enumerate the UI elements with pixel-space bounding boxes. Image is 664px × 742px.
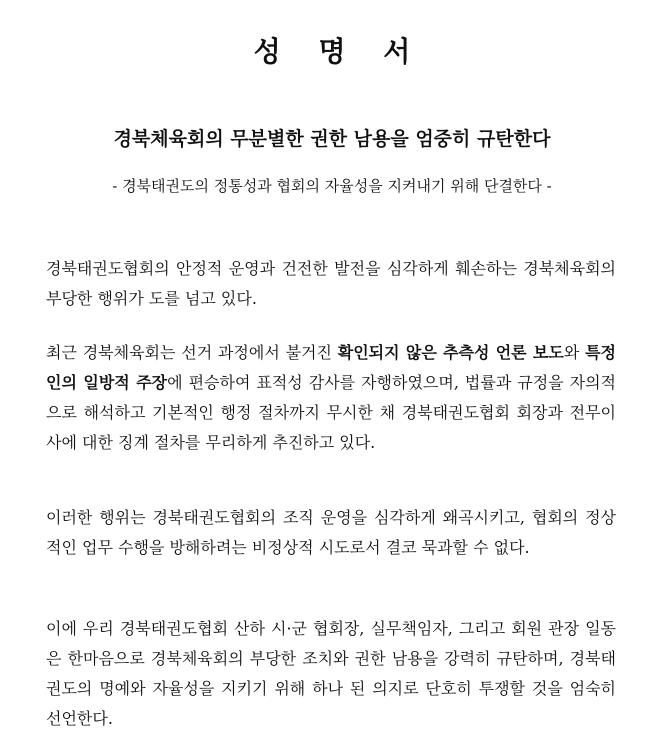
paragraph-4: 이에 우리 경북태권도협회 산하 시·군 협회장, 실무책임자, 그리고 회원 관장 일동은 한마음으로 경북체육회의 부당한 조치와 권한 남용을 강력히 규탄하며, 경북태권도의 명예와 자율성을 지키기 위해 하나 된 의지로 단호히 투쟁할 것을 엄숙히 선언한다. (46, 619, 616, 728)
document-subheadline: - 경북태권도의 정통성과 협회의 자율성을 지켜내기 위해 단결한다 - (112, 177, 552, 195)
paragraph-2-text-1: 최근 경북체육회는 선거 과정에서 불거진 (46, 343, 338, 362)
paragraph-1: 경북태권도협회의 안정적 운영과 건전한 발전을 심각하게 훼손하는 경북체육회의 부당한 행위가 도를 넘고 있다. (46, 259, 616, 308)
paragraph-3: 이러한 행위는 경북태권도협회의 조직 운영을 심각하게 왜곡시키고, 협회의 정상적인 업무 수행을 방해하려는 비정상적 시도로서 결코 묵과할 수 없다. (46, 508, 616, 557)
paragraph-2-text-2: 와 (563, 343, 586, 362)
paragraph-2-bold-2: 특정인의 일방적 주장 (46, 343, 616, 392)
document-title: 성 명 서 (253, 35, 425, 68)
paragraph-2 (46, 338, 616, 458)
paragraph-2-text-3: 에 편승하여 표적성 감사를 자행하였으며, 법률과 규정을 자의적으로 해석하고 기본적인 행정 절차까지 무시한 채 경북태권도협회 회장과 전무이사에 대한 징계 절차를 무리하게 추진하고 있다. (46, 373, 616, 452)
document-headline: 경북체육회의 무분별한 권한 남용을 엄중히 규탄한다 (113, 128, 551, 150)
paragraph-2-bold-1: 확인되지 않은 추측성 언론 보도 (337, 343, 564, 362)
